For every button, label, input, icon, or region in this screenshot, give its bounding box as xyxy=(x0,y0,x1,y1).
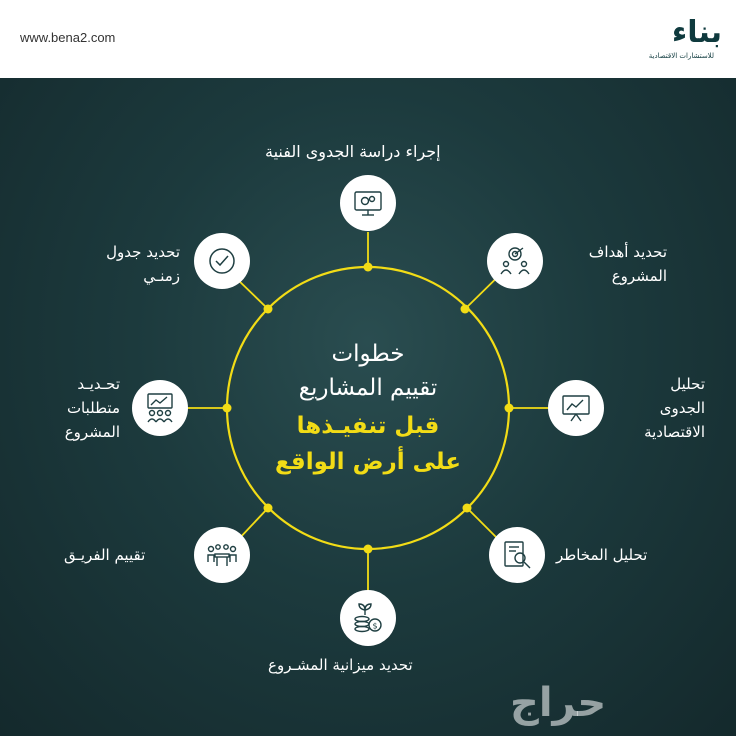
money-plant-icon xyxy=(351,601,385,635)
dot-bottom-right xyxy=(463,504,472,513)
dot-top xyxy=(364,263,373,272)
label-project-budget: تحديد ميزانية المشـروع xyxy=(268,656,413,674)
label-timeline xyxy=(62,240,180,288)
label-timeline-line1: تحديد جدول xyxy=(106,243,180,261)
dot-bottom xyxy=(364,545,373,554)
node-project-budget xyxy=(340,590,396,646)
label-project-goals-line1: تحديد أهداف xyxy=(588,243,667,261)
connector-top-left xyxy=(236,278,268,309)
label-economic-feasibility-line1: تحليل xyxy=(670,375,705,393)
connector-dots xyxy=(223,263,514,554)
website-url[interactable]: www.bena2.com xyxy=(20,30,116,45)
center-title-line4: على أرض الواقع xyxy=(274,449,462,475)
label-technical-feasibility: إجراء دراسة الجدوى الفنية xyxy=(265,142,441,161)
logo-main-text: بناء xyxy=(671,15,722,50)
label-team-evaluation: تقييم الفريـق xyxy=(64,546,146,564)
label-project-requirements-line1: تحـديـد xyxy=(77,375,120,393)
node-risk-analysis xyxy=(489,527,545,583)
monitor-gears-icon xyxy=(351,186,385,220)
dot-top-right xyxy=(461,305,470,314)
watermark: حراج xyxy=(510,680,607,726)
center-title-line1: خطوات xyxy=(331,341,405,367)
label-project-goals-line2: المشروع xyxy=(611,267,667,285)
node-timeline xyxy=(194,233,250,289)
magnifier-document-icon xyxy=(500,538,534,572)
label-economic-feasibility-line2: الجدوى xyxy=(659,399,705,417)
label-economic-feasibility-line3: الاقتصادية xyxy=(644,423,705,441)
label-project-goals xyxy=(557,240,667,288)
dot-bottom-left xyxy=(264,504,273,513)
team-meeting-icon xyxy=(205,538,239,572)
center-title-line2: تقييم المشاريع xyxy=(298,375,438,401)
clock-icon xyxy=(205,244,239,278)
label-risk-analysis: تحليل المخاطر xyxy=(556,546,648,564)
target-people-icon xyxy=(498,244,532,278)
label-project-requirements-line3: المشروع xyxy=(64,423,120,441)
label-timeline-line2: زمنـي xyxy=(143,267,180,285)
node-project-goals xyxy=(487,233,543,289)
dot-top-left xyxy=(264,305,273,314)
node-team-evaluation xyxy=(194,527,250,583)
center-title-line3: قبل تنفيـذها xyxy=(296,413,440,439)
label-project-requirements-line2: متطلبات xyxy=(66,399,120,417)
node-technical-feasibility xyxy=(340,175,396,231)
svg-text:$: $ xyxy=(372,621,378,631)
logo-sub-text: للاستشارات الاقتصادية xyxy=(648,52,714,60)
